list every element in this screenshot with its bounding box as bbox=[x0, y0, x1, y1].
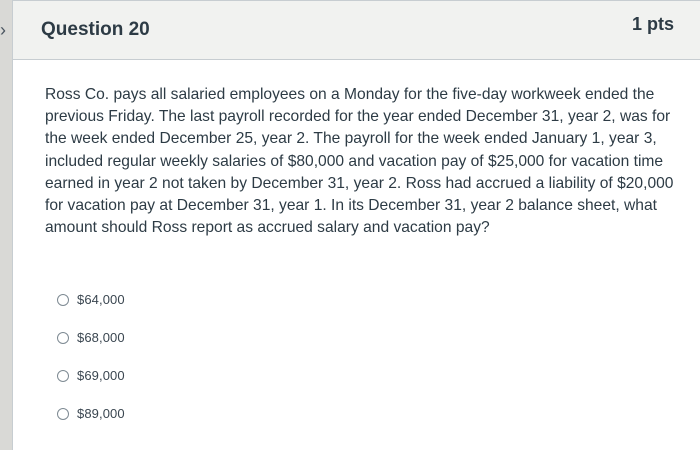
answer-option-1[interactable] bbox=[57, 287, 357, 312]
question-header bbox=[13, 1, 700, 60]
answer-label: $69,000 bbox=[77, 368, 125, 383]
radio-button[interactable] bbox=[57, 408, 69, 420]
question-text: Ross Co. pays all salaried employees on a Monday for the five-day workweek ended the previous Friday. The last payroll recorded for the year ended December 31, year 2, was for the week ended December 25, year 2. The payroll for the week ended January 1, year 3, included regular weekly salaries of $80,000 and vacation pay of $25,000 for vacation time earned in year 2 not taken by December 31, year 2. Ross had accrued a liability of $20,000 for vacation pay at December 31, year 1. In its December 31, year 2 balance sheet, what amount should Ross report as accrued salary and vacation pay? bbox=[45, 86, 674, 237]
radio-button[interactable] bbox=[57, 332, 69, 344]
answer-label: $68,000 bbox=[77, 330, 125, 345]
chevron-right-icon[interactable]: › bbox=[0, 20, 6, 40]
question-points: 1 pts bbox=[631, 14, 674, 34]
answer-list bbox=[57, 287, 357, 439]
answer-option-3[interactable] bbox=[57, 363, 357, 388]
question-title: Question 20 bbox=[41, 19, 150, 40]
answer-label: $64,000 bbox=[77, 292, 125, 307]
question-card bbox=[12, 0, 700, 450]
answer-label: $89,000 bbox=[77, 406, 125, 421]
radio-button[interactable] bbox=[57, 370, 69, 382]
radio-button[interactable] bbox=[57, 294, 69, 306]
answer-option-2[interactable] bbox=[57, 325, 357, 350]
answer-option-4[interactable] bbox=[57, 401, 357, 426]
